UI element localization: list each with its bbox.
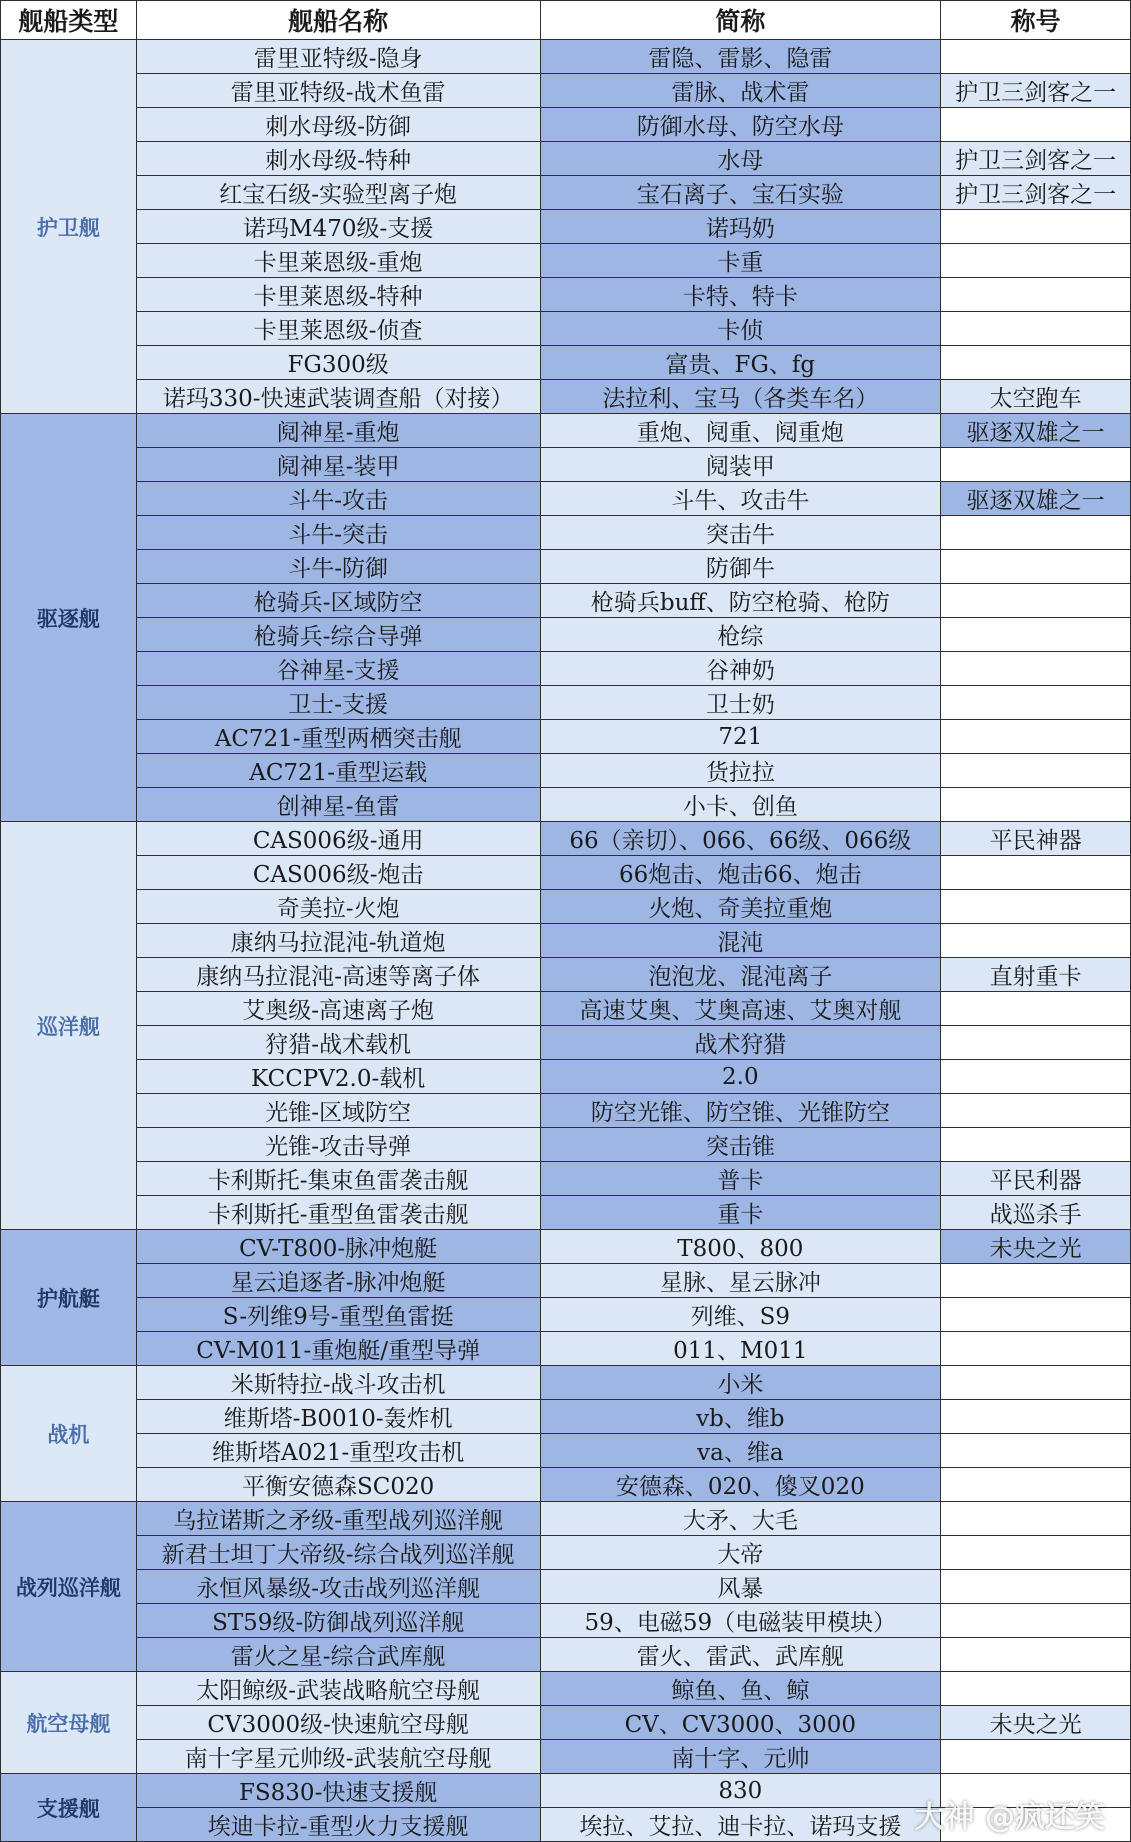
table-row — [1, 1400, 1131, 1434]
short-name-cell: 卡特、特卡 — [540, 278, 941, 312]
table-row — [1, 108, 1131, 142]
ship-name-cell: S-列维9号-重型鱼雷挺 — [136, 1298, 540, 1332]
table-row — [1, 1196, 1131, 1230]
table-row — [1, 1060, 1131, 1094]
title-cell — [941, 40, 1131, 74]
title-cell — [941, 1094, 1131, 1128]
table-row — [1, 1332, 1131, 1366]
short-name-cell: 卡重 — [540, 244, 941, 278]
table-row — [1, 1536, 1131, 1570]
short-name-cell: 721 — [540, 720, 941, 754]
short-name-cell: 谷神奶 — [540, 652, 941, 686]
title-cell: 护卫三剑客之一 — [941, 74, 1131, 108]
short-name-cell: 011、M011 — [540, 1332, 941, 1366]
title-cell — [941, 754, 1131, 788]
ship-name-cell: 斗牛-防御 — [136, 550, 540, 584]
title-cell — [941, 788, 1131, 822]
ship-name-cell: 枪骑兵-区域防空 — [136, 584, 540, 618]
short-name-cell: 斗牛、攻击牛 — [540, 482, 941, 516]
ship-name-cell: 维斯塔A021-重型攻击机 — [136, 1434, 540, 1468]
header-short-name: 简称 — [540, 1, 941, 40]
short-name-cell: 列维、S9 — [540, 1298, 941, 1332]
ship-name-cell: 枪骑兵-综合导弹 — [136, 618, 540, 652]
table-row — [1, 312, 1131, 346]
short-name-cell: 卫士奶 — [540, 686, 941, 720]
ship-type-cell: 驱逐舰 — [1, 414, 137, 822]
ship-name-cell: 雷里亚特级-隐身 — [136, 40, 540, 74]
table-row — [1, 1774, 1131, 1808]
table-row — [1, 992, 1131, 1026]
short-name-cell: 泡泡龙、混沌离子 — [540, 958, 941, 992]
short-name-cell: 南十字、元帅 — [540, 1740, 941, 1774]
title-cell — [941, 312, 1131, 346]
table-row — [1, 414, 1131, 448]
ship-name-cell: FS830-快速支援舰 — [136, 1774, 540, 1808]
ship-name-cell: 狩猎-战术载机 — [136, 1026, 540, 1060]
title-cell: 太空跑车 — [941, 380, 1131, 414]
title-cell — [941, 448, 1131, 482]
short-name-cell: 高速艾奥、艾奥高速、艾奥对舰 — [540, 992, 941, 1026]
ship-name-cell: 康纳马拉混沌-轨道炮 — [136, 924, 540, 958]
table-row — [1, 142, 1131, 176]
ship-type-cell: 护卫舰 — [1, 40, 137, 414]
ship-name-cell: 诺玛M470级-支援 — [136, 210, 540, 244]
ship-name-cell: KCCPV2.0-载机 — [136, 1060, 540, 1094]
table-row — [1, 380, 1131, 414]
title-cell — [941, 346, 1131, 380]
table-row — [1, 1570, 1131, 1604]
table-row — [1, 788, 1131, 822]
table-row — [1, 278, 1131, 312]
ship-name-cell: 艾奥级-高速离子炮 — [136, 992, 540, 1026]
title-cell — [941, 618, 1131, 652]
ship-name-cell: 阋神星-装甲 — [136, 448, 540, 482]
short-name-cell: T800、800 — [540, 1230, 941, 1264]
table-row — [1, 618, 1131, 652]
table-row — [1, 1230, 1131, 1264]
title-cell: 直射重卡 — [941, 958, 1131, 992]
short-name-cell: 埃拉、艾拉、迪卡拉、诺玛支援 — [540, 1808, 941, 1842]
short-name-cell: 风暴 — [540, 1570, 941, 1604]
ship-name-cell: 星云追逐者-脉冲炮艇 — [136, 1264, 540, 1298]
short-name-cell: 防御牛 — [540, 550, 941, 584]
ship-type-cell: 支援舰 — [1, 1774, 137, 1842]
title-cell — [941, 1570, 1131, 1604]
title-cell: 未央之光 — [941, 1230, 1131, 1264]
title-cell — [941, 686, 1131, 720]
short-name-cell: 水母 — [540, 142, 941, 176]
table-row — [1, 550, 1131, 584]
short-name-cell: va、维a — [540, 1434, 941, 1468]
ship-name-cell: 谷神星-支援 — [136, 652, 540, 686]
ship-name-cell: 乌拉诺斯之矛级-重型战列巡洋舰 — [136, 1502, 540, 1536]
table-body — [1, 40, 1131, 1842]
title-cell: 平民神器 — [941, 822, 1131, 856]
short-name-cell: 火炮、奇美拉重炮 — [540, 890, 941, 924]
ship-name-cell: 永恒风暴级-攻击战列巡洋舰 — [136, 1570, 540, 1604]
table-row — [1, 448, 1131, 482]
title-cell — [941, 584, 1131, 618]
title-cell — [941, 1638, 1131, 1672]
table-row — [1, 176, 1131, 210]
title-cell — [941, 1502, 1131, 1536]
title-cell: 驱逐双雄之一 — [941, 482, 1131, 516]
title-cell — [941, 1026, 1131, 1060]
table-row — [1, 1162, 1131, 1196]
ship-name-cell: 埃迪卡拉-重型火力支援舰 — [136, 1808, 540, 1842]
ship-name-cell: 光锥-区域防空 — [136, 1094, 540, 1128]
ship-type-cell: 护航艇 — [1, 1230, 137, 1366]
title-cell — [941, 1808, 1131, 1842]
ship-name-cell: CV-T800-脉冲炮艇 — [136, 1230, 540, 1264]
table-row — [1, 516, 1131, 550]
table-row — [1, 856, 1131, 890]
short-name-cell: 安德森、020、傻叉020 — [540, 1468, 941, 1502]
table-row — [1, 210, 1131, 244]
ship-name-cell: 卫士-支援 — [136, 686, 540, 720]
ship-name-cell: AC721-重型两栖突击舰 — [136, 720, 540, 754]
title-cell — [941, 1774, 1131, 1808]
table-row — [1, 1502, 1131, 1536]
short-name-cell: 雷火、雷武、武库舰 — [540, 1638, 941, 1672]
title-cell — [941, 1264, 1131, 1298]
title-cell — [941, 1332, 1131, 1366]
title-cell — [941, 244, 1131, 278]
title-cell — [941, 1468, 1131, 1502]
header-title: 称号 — [941, 1, 1131, 40]
table-row — [1, 1604, 1131, 1638]
ship-name-cell: 刺水母级-防御 — [136, 108, 540, 142]
table-row — [1, 958, 1131, 992]
title-cell — [941, 1060, 1131, 1094]
title-cell: 护卫三剑客之一 — [941, 142, 1131, 176]
table-row — [1, 754, 1131, 788]
title-cell — [941, 1536, 1131, 1570]
ship-name-cell: 太阳鲸级-武装战略航空母舰 — [136, 1672, 540, 1706]
title-cell — [941, 1128, 1131, 1162]
short-name-cell: 小卡、创鱼 — [540, 788, 941, 822]
title-cell — [941, 1400, 1131, 1434]
ship-name-cell: 米斯特拉-战斗攻击机 — [136, 1366, 540, 1400]
table-row — [1, 1264, 1131, 1298]
ship-name-cell: 卡里莱恩级-特种 — [136, 278, 540, 312]
short-name-cell: 雷隐、雷影、隐雷 — [540, 40, 941, 74]
title-cell — [941, 1298, 1131, 1332]
table-row — [1, 652, 1131, 686]
ship-type-cell: 巡洋舰 — [1, 822, 137, 1230]
table-row — [1, 890, 1131, 924]
short-name-cell: vb、维b — [540, 1400, 941, 1434]
ship-name-cell: 卡利斯托-集束鱼雷袭击舰 — [136, 1162, 540, 1196]
table-row — [1, 1298, 1131, 1332]
table-row — [1, 1808, 1131, 1842]
table-row — [1, 74, 1131, 108]
ship-name-cell: 新君士坦丁大帝级-综合战列巡洋舰 — [136, 1536, 540, 1570]
ship-name-cell: 卡利斯托-重型鱼雷袭击舰 — [136, 1196, 540, 1230]
header-ship-name: 舰船名称 — [136, 1, 540, 40]
ship-name-cell: 阋神星-重炮 — [136, 414, 540, 448]
title-cell — [941, 516, 1131, 550]
table-row — [1, 822, 1131, 856]
table-row — [1, 40, 1131, 74]
title-cell: 平民利器 — [941, 1162, 1131, 1196]
ship-name-cell: CAS006级-炮击 — [136, 856, 540, 890]
ship-name-cell: 诺玛330-快速武装调查船（对接） — [136, 380, 540, 414]
short-name-cell: 普卡 — [540, 1162, 941, 1196]
title-cell: 驱逐双雄之一 — [941, 414, 1131, 448]
ship-name-cell: 刺水母级-特种 — [136, 142, 540, 176]
ship-name-cell: 红宝石级-实验型离子炮 — [136, 176, 540, 210]
short-name-cell: 大帝 — [540, 1536, 941, 1570]
table-row — [1, 584, 1131, 618]
title-cell — [941, 1434, 1131, 1468]
table-row — [1, 1740, 1131, 1774]
header-ship-type: 舰船类型 — [1, 1, 137, 40]
ship-name-cell: 康纳马拉混沌-高速等离子体 — [136, 958, 540, 992]
short-name-cell: 小米 — [540, 1366, 941, 1400]
short-name-cell: 阋装甲 — [540, 448, 941, 482]
ship-name-cell: 斗牛-突击 — [136, 516, 540, 550]
ship-name-cell: 创神星-鱼雷 — [136, 788, 540, 822]
title-cell — [941, 890, 1131, 924]
title-cell — [941, 278, 1131, 312]
short-name-cell: 宝石离子、宝石实验 — [540, 176, 941, 210]
title-cell — [941, 1604, 1131, 1638]
ship-name-cell: 南十字星元帅级-武装航空母舰 — [136, 1740, 540, 1774]
short-name-cell: 突击牛 — [540, 516, 941, 550]
ship-type-cell: 航空母舰 — [1, 1672, 137, 1774]
short-name-cell: 防空光锥、防空锥、光锥防空 — [540, 1094, 941, 1128]
title-cell: 护卫三剑客之一 — [941, 176, 1131, 210]
title-cell — [941, 550, 1131, 584]
short-name-cell: 59、电磁59（电磁装甲模块） — [540, 1604, 941, 1638]
title-cell: 战巡杀手 — [941, 1196, 1131, 1230]
ship-name-cell: FG300级 — [136, 346, 540, 380]
title-cell — [941, 924, 1131, 958]
title-cell — [941, 856, 1131, 890]
title-cell — [941, 210, 1131, 244]
table-row — [1, 1128, 1131, 1162]
ship-name-cell: 光锥-攻击导弹 — [136, 1128, 540, 1162]
table-row — [1, 1026, 1131, 1060]
ship-name-cell: AC721-重型运载 — [136, 754, 540, 788]
title-cell — [941, 720, 1131, 754]
title-cell — [941, 1740, 1131, 1774]
table-row — [1, 1366, 1131, 1400]
table-row — [1, 482, 1131, 516]
short-name-cell: 大矛、大毛 — [540, 1502, 941, 1536]
short-name-cell: 卡侦 — [540, 312, 941, 346]
table-row — [1, 1434, 1131, 1468]
short-name-cell: 诺玛奶 — [540, 210, 941, 244]
short-name-cell: 战术狩猎 — [540, 1026, 941, 1060]
ship-type-cell: 战列巡洋舰 — [1, 1502, 137, 1672]
table-row — [1, 1638, 1131, 1672]
ship-name-cell: 雷里亚特级-战术鱼雷 — [136, 74, 540, 108]
short-name-cell: 枪综 — [540, 618, 941, 652]
table-row — [1, 346, 1131, 380]
title-cell — [941, 1672, 1131, 1706]
ship-type-cell: 战机 — [1, 1366, 137, 1502]
ship-name-cell: 斗牛-攻击 — [136, 482, 540, 516]
short-name-cell: 重卡 — [540, 1196, 941, 1230]
short-name-cell: 货拉拉 — [540, 754, 941, 788]
short-name-cell: 混沌 — [540, 924, 941, 958]
ship-name-cell: 平衡安德森SC020 — [136, 1468, 540, 1502]
watermark: 大神 @疯还笑 — [914, 1800, 1105, 1835]
ship-name-cell: 卡里莱恩级-侦查 — [136, 312, 540, 346]
title-cell — [941, 108, 1131, 142]
ship-name-cell: CV-M011-重炮艇/重型导弹 — [136, 1332, 540, 1366]
table-row — [1, 1468, 1131, 1502]
ship-name-cell: 维斯塔-B0010-轰炸机 — [136, 1400, 540, 1434]
table-row — [1, 244, 1131, 278]
table-row — [1, 924, 1131, 958]
title-cell: 未央之光 — [941, 1706, 1131, 1740]
short-name-cell: CV、CV3000、3000 — [540, 1706, 941, 1740]
short-name-cell: 830 — [540, 1774, 941, 1808]
title-cell — [941, 652, 1131, 686]
short-name-cell: 富贵、FG、fg — [540, 346, 941, 380]
short-name-cell: 雷脉、战术雷 — [540, 74, 941, 108]
ship-name-cell: CV3000级-快速航空母舰 — [136, 1706, 540, 1740]
short-name-cell: 66（亲切）、066、66级、066级 — [540, 822, 941, 856]
short-name-cell: 星脉、星云脉冲 — [540, 1264, 941, 1298]
table-row — [1, 686, 1131, 720]
title-cell — [941, 1366, 1131, 1400]
short-name-cell: 防御水母、防空水母 — [540, 108, 941, 142]
table-row — [1, 1706, 1131, 1740]
short-name-cell: 鲸鱼、鱼、鲸 — [540, 1672, 941, 1706]
table-row — [1, 1672, 1131, 1706]
ship-name-cell: CAS006级-通用 — [136, 822, 540, 856]
header-row — [1, 1, 1131, 40]
short-name-cell: 枪骑兵buff、防空枪骑、枪防 — [540, 584, 941, 618]
ship-name-cell: ST59级-防御战列巡洋舰 — [136, 1604, 540, 1638]
ship-name-cell: 奇美拉-火炮 — [136, 890, 540, 924]
short-name-cell: 2.0 — [540, 1060, 941, 1094]
title-cell — [941, 992, 1131, 1026]
short-name-cell: 法拉利、宝马（各类车名） — [540, 380, 941, 414]
short-name-cell: 突击锥 — [540, 1128, 941, 1162]
short-name-cell: 重炮、阋重、阋重炮 — [540, 414, 941, 448]
short-name-cell: 66炮击、炮击66、炮击 — [540, 856, 941, 890]
ship-name-cell: 卡里莱恩级-重炮 — [136, 244, 540, 278]
table-row — [1, 1094, 1131, 1128]
ship-name-cell: 雷火之星-综合武库舰 — [136, 1638, 540, 1672]
table-row — [1, 720, 1131, 754]
